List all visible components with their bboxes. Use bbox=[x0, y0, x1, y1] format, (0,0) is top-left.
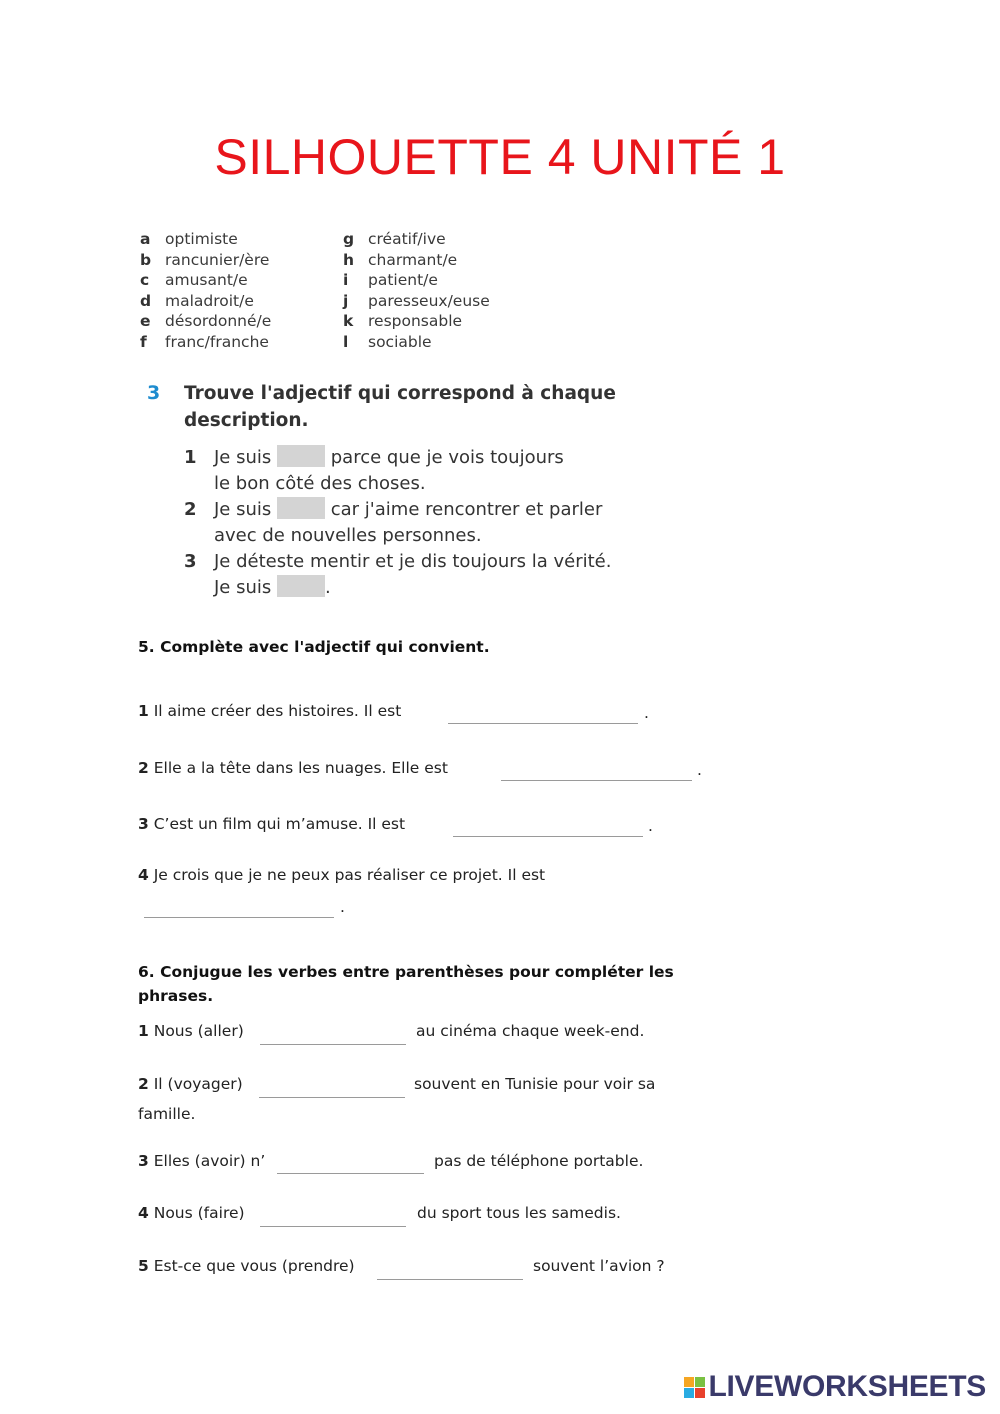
exercise-instruction: Trouve l'adjectif qui correspond à chaque description. bbox=[184, 383, 616, 431]
exercise-6-item-5: 5 Est-ce que vous (prendre) bbox=[138, 1257, 355, 1275]
exercise-number: 3 bbox=[147, 382, 161, 404]
exercise-6-title: 6. Conjugue les verbes entre parenthèses pour compléter les phrases. bbox=[138, 963, 674, 1005]
exercise-6-item-4: 4 Nous (faire) bbox=[138, 1204, 245, 1222]
exercise-6-item-3: 3 Elles (avoir) n’ bbox=[138, 1152, 266, 1170]
list-item: d maladroit/e bbox=[140, 291, 254, 310]
exercise-5-item-4: 4 Je crois que je ne peux pas réaliser ce projet. Il est bbox=[138, 866, 546, 884]
answer-input[interactable] bbox=[453, 836, 643, 837]
answer-input[interactable] bbox=[501, 780, 692, 781]
list-item: f franc/franche bbox=[140, 332, 269, 351]
answer-input[interactable] bbox=[260, 1044, 406, 1045]
list-item: h charmant/e bbox=[343, 250, 458, 269]
exercise-5-item-2: 2 Elle a la tête dans les nuages. Elle est bbox=[138, 759, 448, 777]
adjective-list-right bbox=[343, 229, 490, 353]
list-item: g créatif/ive bbox=[343, 230, 446, 248]
exercise-3-item-1: 1 Je suis parce que je vois toujours le bon côté des choses. bbox=[184, 447, 564, 494]
adjective-list-left bbox=[140, 229, 271, 353]
list-item: k responsable bbox=[343, 312, 463, 331]
list-item: e désordonné/e bbox=[140, 312, 272, 331]
liveworksheets-logo-icon bbox=[684, 1377, 705, 1398]
answer-input[interactable] bbox=[259, 1097, 405, 1098]
exercise-3-item-2: 2 Je suis car j'aime rencontrer et parler avec de nouvelles personnes. bbox=[184, 499, 603, 546]
answer-gap[interactable] bbox=[277, 445, 325, 467]
answer-gap[interactable] bbox=[277, 575, 325, 597]
list-item: i patient/e bbox=[343, 271, 438, 290]
exercise-6-item-2: 2 Il (voyager) bbox=[138, 1075, 243, 1093]
exercise-5-item-1: 1 Il aime créer des histoires. Il est bbox=[138, 702, 402, 720]
answer-input[interactable] bbox=[260, 1226, 406, 1227]
list-item: b rancunier/ère bbox=[140, 250, 270, 269]
answer-gap[interactable] bbox=[277, 497, 325, 519]
liveworksheets-logo: LIVEWORKSHEETS bbox=[684, 1370, 987, 1404]
page-title: SILHOUETTE 4 UNITÉ 1 bbox=[214, 129, 786, 185]
answer-input[interactable] bbox=[377, 1279, 523, 1280]
list-item: a optimiste bbox=[140, 230, 238, 248]
exercise-3 bbox=[147, 380, 657, 610]
exercise-5-item-3: 3 C’est un film qui m’amuse. Il est bbox=[138, 815, 406, 833]
list-item: l sociable bbox=[343, 332, 432, 351]
exercise-5-title: 5. Complète avec l'adjectif qui convient. bbox=[138, 638, 490, 656]
exercise-6-item-1: 1 Nous (aller) bbox=[138, 1022, 244, 1040]
answer-input[interactable] bbox=[448, 723, 638, 724]
exercise-3-item-3: 3 Je déteste mentir et je dis toujours la vérité. Je suis . bbox=[184, 551, 612, 598]
list-item: c amusant/e bbox=[140, 271, 248, 290]
list-item: j paresseux/euse bbox=[343, 291, 490, 310]
answer-input[interactable] bbox=[144, 917, 334, 918]
answer-input[interactable] bbox=[277, 1173, 424, 1174]
